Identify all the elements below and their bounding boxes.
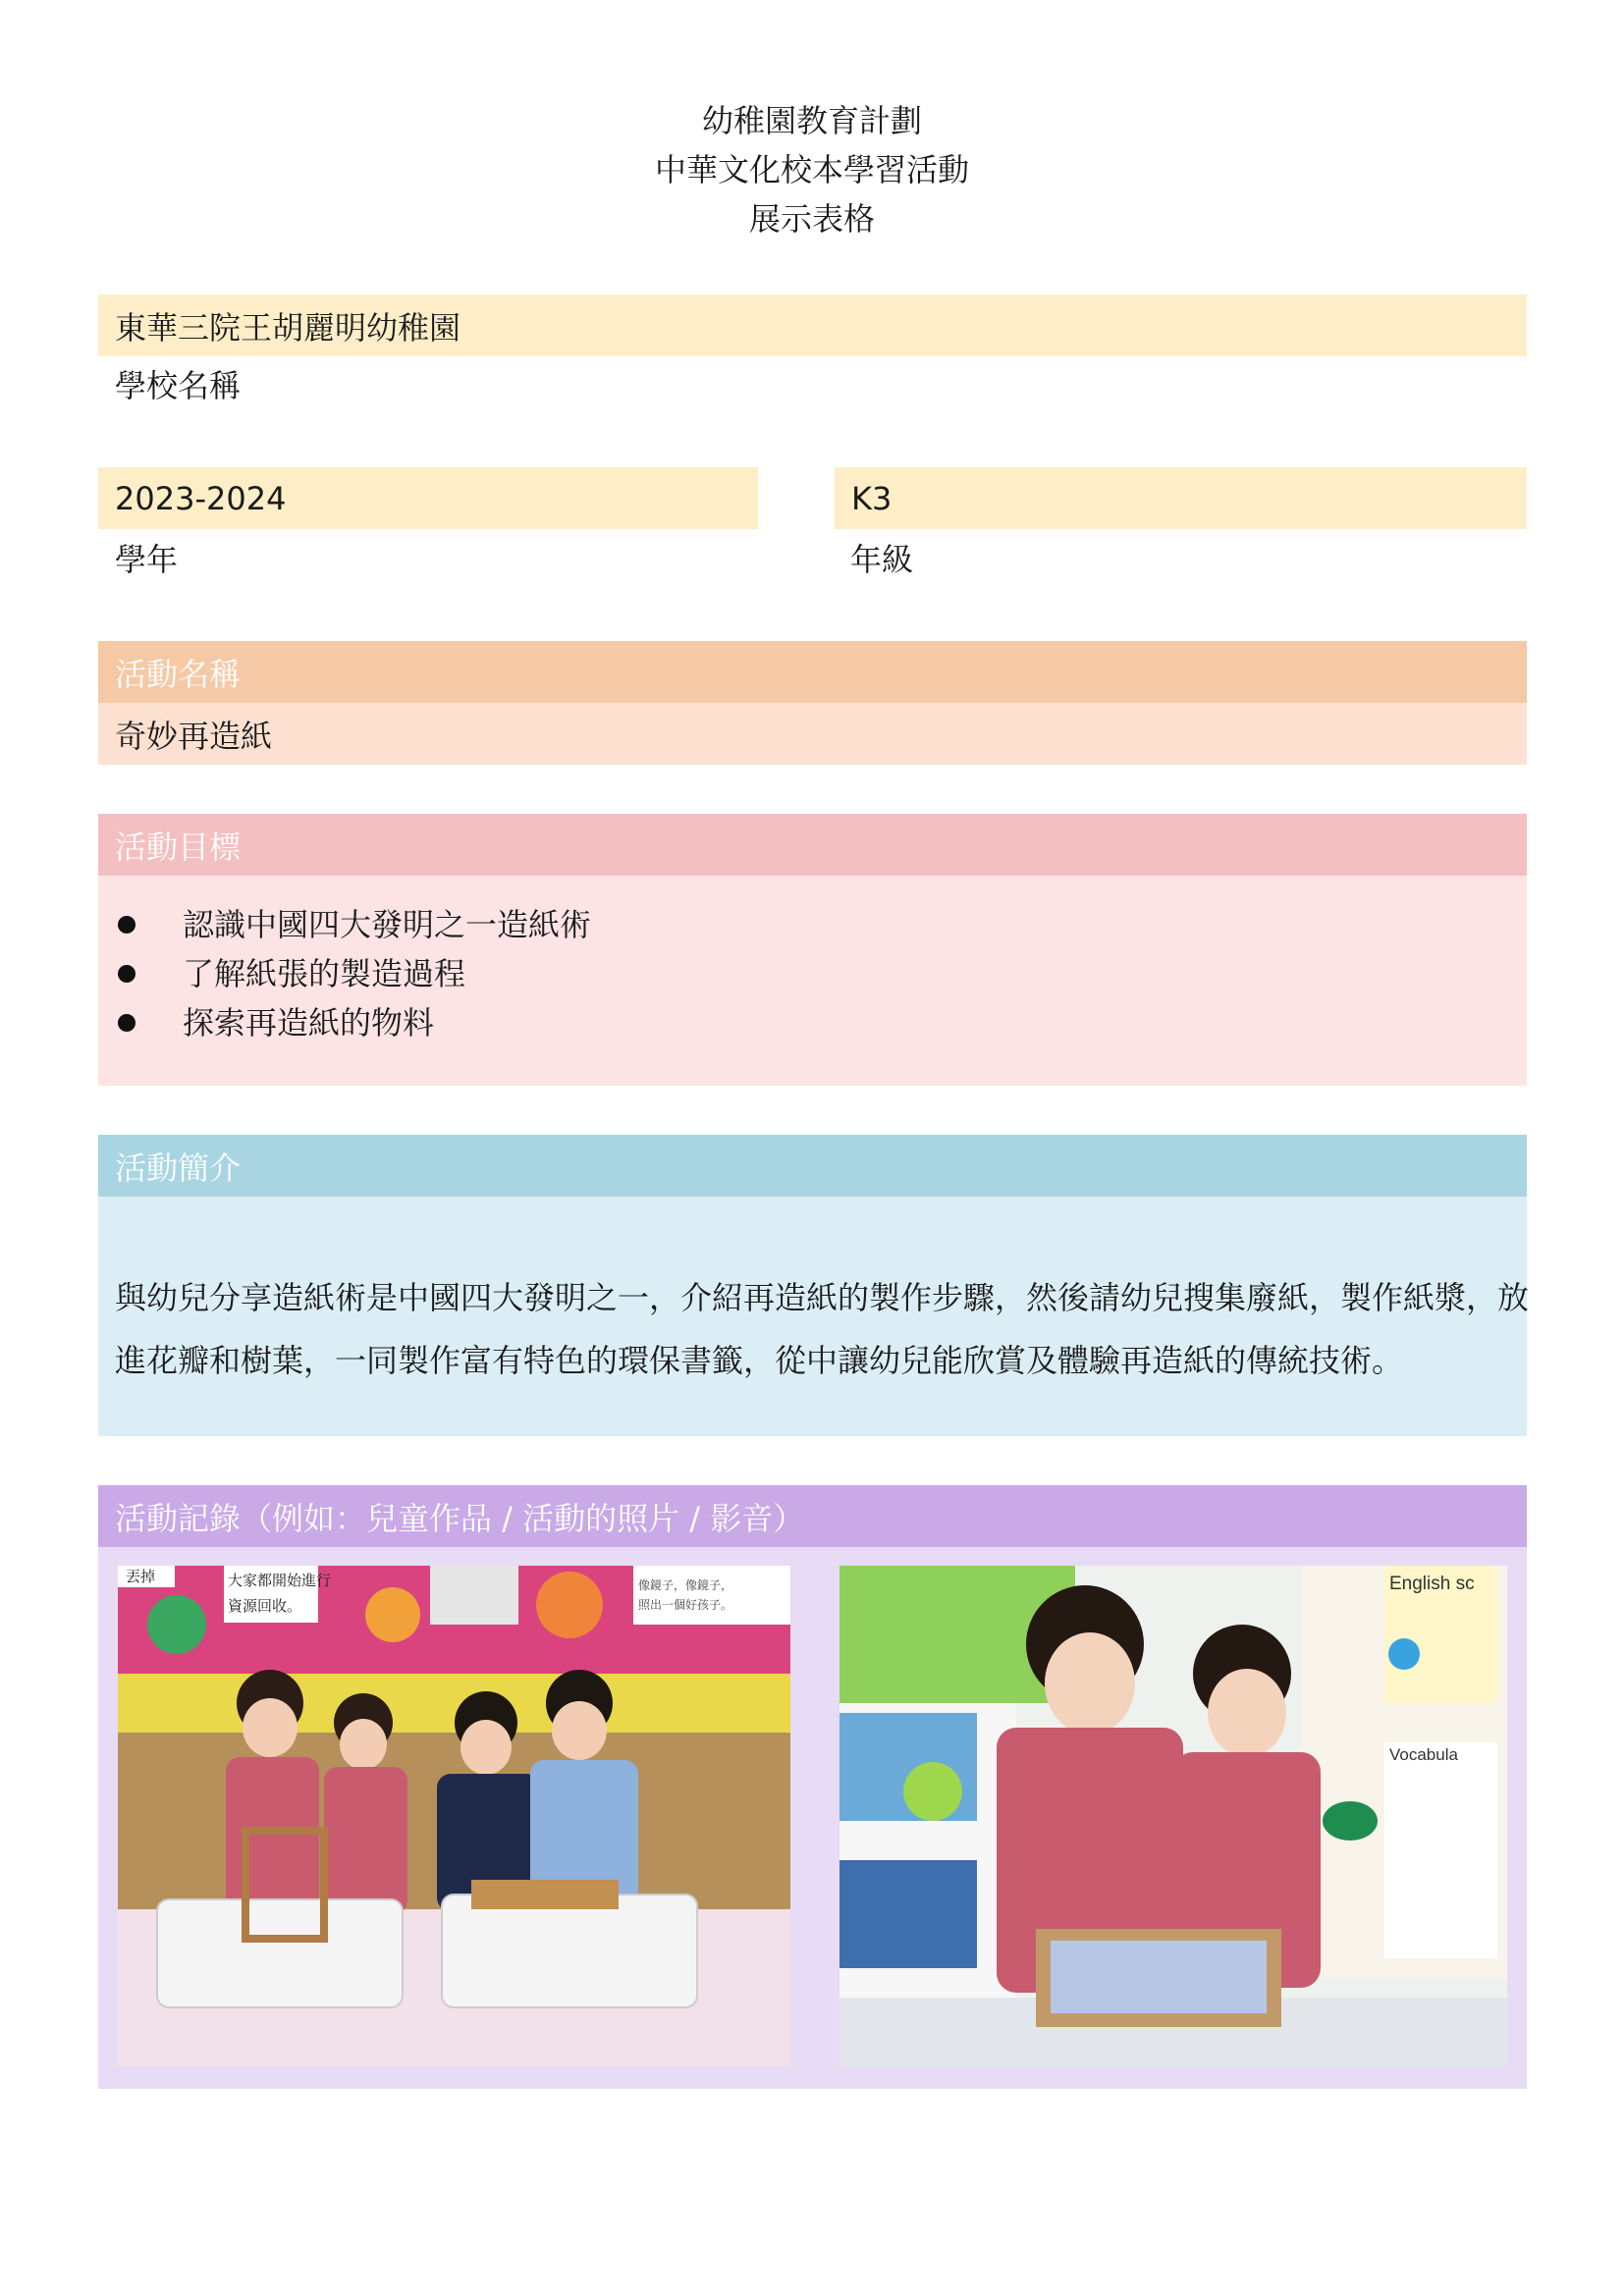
grade-label: 年級 xyxy=(850,541,914,578)
activity-name-header xyxy=(98,641,1527,703)
activity-photo-1 xyxy=(118,1566,790,2066)
introduction-header xyxy=(98,1135,1527,1197)
grade-value: K3 xyxy=(851,479,893,517)
school-name-value: 東華三院王胡麗明幼稚園 xyxy=(115,308,461,347)
introduction-text: 與幼兒分享造紙術是中國四大發明之一，介紹再造紙的製作步驟，然後請幼兒搜集廢紙，製作紙漿，放進花瓣和樹葉，一同製作富有特色的環保書籤，從中讓幼兒能欣賞及體驗再造紙的傳統技術。 xyxy=(115,1279,1530,1379)
bullet-icon xyxy=(118,965,135,983)
activity-photo-2-image xyxy=(839,1566,1507,2066)
doc-title-line3: 展示表格 xyxy=(748,200,875,238)
photo1-sign-5: 照出一個好孩子。 xyxy=(638,1598,733,1612)
objectives-header xyxy=(98,814,1527,876)
school-name-field xyxy=(98,294,1527,356)
grade-field xyxy=(835,467,1527,529)
activity-photo-1-image xyxy=(118,1566,790,2066)
list-item: 了解紙張的製造過程 xyxy=(98,949,591,998)
photo1-sign-2: 大家都開始進行 xyxy=(228,1574,332,1589)
bullet-icon xyxy=(118,916,135,934)
objectives-list xyxy=(98,900,591,1047)
bullet-icon xyxy=(118,1014,135,1032)
activity-name-value: 奇妙再造紙 xyxy=(115,717,273,755)
school-year-field xyxy=(98,467,758,529)
photo1-sign-3: 資源回收。 xyxy=(228,1599,302,1615)
photo1-sign-4: 像鏡子，像鏡子， xyxy=(638,1578,733,1592)
activity-photo-2 xyxy=(839,1566,1507,2066)
records-header xyxy=(98,1485,1527,1547)
school-year-label: 學年 xyxy=(115,541,179,578)
objectives-heading: 活動目標 xyxy=(115,828,242,866)
photo2-sign-1: English sc xyxy=(1389,1574,1475,1594)
list-item: 探索再造紙的物料 xyxy=(98,998,591,1047)
school-year-value: 2023-2024 xyxy=(115,479,287,517)
photo2-sign-2: Vocabula xyxy=(1389,1745,1458,1764)
records-heading: 活動記錄（例如：兒童作品 / 活動的照片 / 影音） xyxy=(115,1499,805,1537)
activity-name-heading: 活動名稱 xyxy=(115,655,242,693)
school-name-label: 學校名稱 xyxy=(115,367,242,404)
doc-title-line1: 幼稚園教育計劃 xyxy=(701,102,922,139)
activity-name-field xyxy=(98,703,1527,765)
introduction-heading: 活動簡介 xyxy=(115,1148,242,1187)
list-item: 認識中國四大發明之一造紙術 xyxy=(98,900,591,949)
doc-title-line2: 中華文化校本學習活動 xyxy=(654,151,969,188)
photo1-sign-1: 丟掉 xyxy=(126,1570,156,1585)
